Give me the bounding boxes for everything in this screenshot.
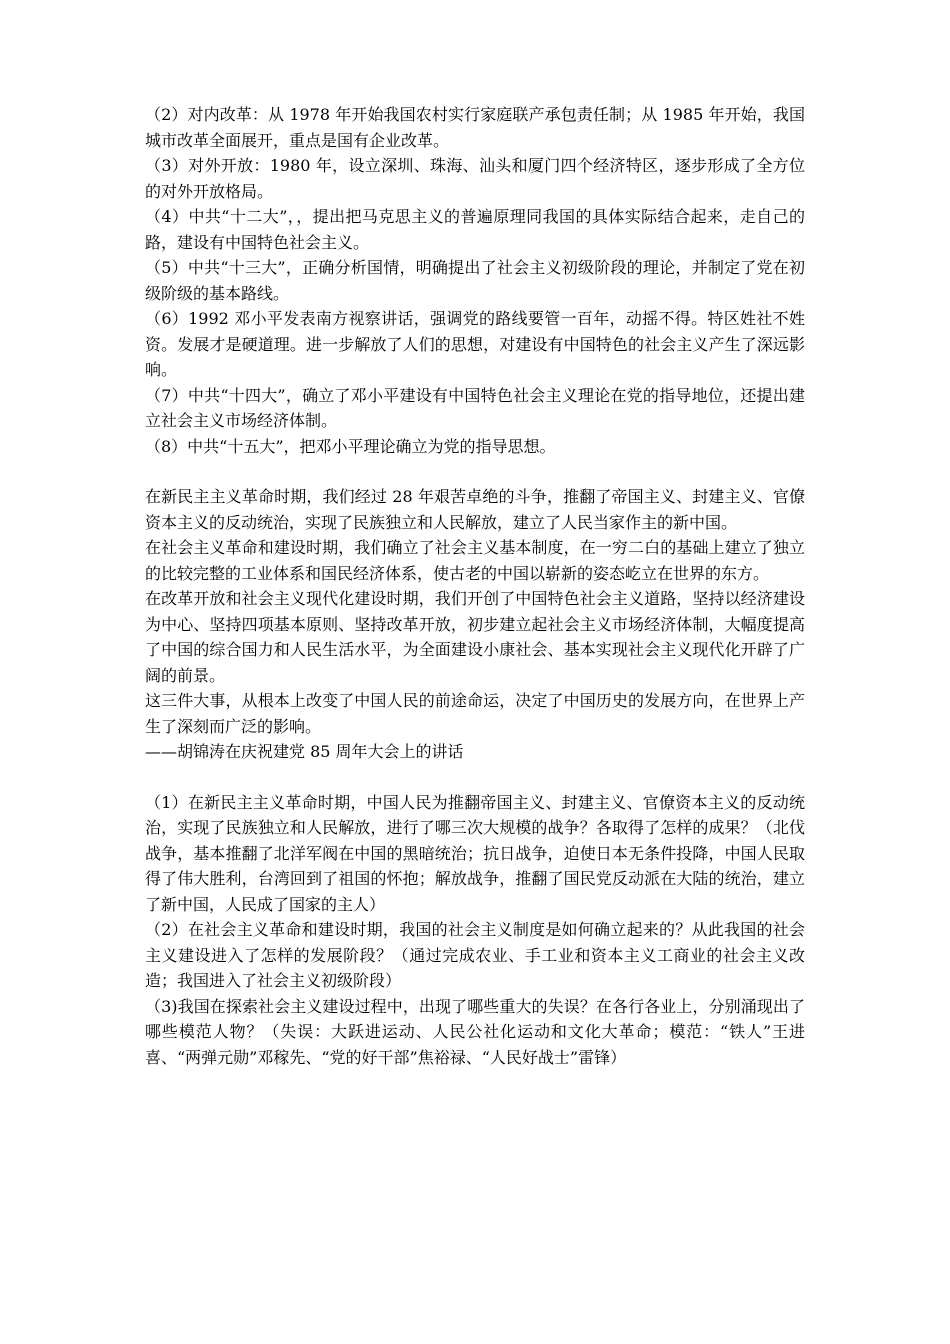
- question-2: （2）在社会主义革命和建设时期，我国的社会主义制度是如何确立起来的？从此我国的社会主义建设进入了怎样的发展阶段？（通过完成农业、手工业和资本主义工商业的社会主义改造；我国进入了社会主义初级阶段）: [145, 920, 805, 990]
- paragraph-internal-reform: （2）对内改革：从 1978 年开始我国农村实行家庭联产承包责任制；从 1985 年开始，我国城市改革全面展开，重点是国有企业改革。: [145, 105, 805, 150]
- section-spacer: [145, 765, 805, 790]
- paragraph-new-democratic-revolution: 在新民主主义革命时期，我们经过 28 年艰苦卓绝的斗争，推翻了帝国主义、封建主义、官僚资本主义的反动统治，实现了民族独立和人民解放，建立了人民当家作主的新中国。: [145, 487, 805, 532]
- paragraph-southern-tour: （6）1992 邓小平发表南方视察讲话，强调党的路线要管一百年，动摇不得。特区姓社不姓资。发展才是硬道理。进一步解放了人们的思想，对建设有中国特色的社会主义产生了深远影响。: [145, 309, 805, 379]
- paragraph-opening-up: （3）对外开放：1980 年，设立深圳、珠海、汕头和厦门四个经济特区，逐步形成了全方位的对外开放格局。: [145, 156, 805, 201]
- paragraph-socialist-construction: 在社会主义革命和建设时期，我们确立了社会主义基本制度，在一穷二白的基础上建立了独立的比较完整的工业体系和国民经济体系，使古老的中国以崭新的姿态屹立在世界的东方。: [145, 538, 805, 583]
- question-1: （1）在新民主主义革命时期，中国人民为推翻帝国主义、封建主义、官僚资本主义的反动统治，实现了民族独立和人民解放，进行了哪三次大规模的战争？各取得了怎样的成果？（北伐战争，基本推翻了北洋军阀在中国的黑暗统治；抗日战争，迫使日本无条件投降，中国人民取得了伟大胜利，台湾回到了祖国的怀抱；解放战争，推翻了国民党反动派在大陆的统治，建立了新中国，人民成了国家的主人）: [145, 792, 805, 914]
- paragraph-reform-modernization: 在改革开放和社会主义现代化建设时期，我们开创了中国特色社会主义道路，坚持以经济建设为中心、坚持四项基本原则、坚持改革开放，初步建立起社会主义市场经济体制，大幅度提高了中国的综合国力和人民生活水平，为全面建设小康社会、基本实现社会主义现代化开辟了广阔的前景。: [145, 589, 805, 685]
- quotation-source: ——胡锦涛在庆祝建党 85 周年大会上的讲话: [145, 742, 464, 761]
- question-3: （3)我国在探索社会主义建设过程中，出现了哪些重大的失误？在各行各业上，分别涌现出了哪些模范人物？（失误：大跃进运动、人民公社化运动和文化大革命；模范：“铁人”王进喜、“两弹元勋”邓稼先、“党的好干部”焦裕禄、“人民好战士”雷锋）: [145, 996, 805, 1067]
- paragraph-12th-congress: （4）中共“十二大”，，提出把马克思主义的普遍原理同我国的具体实际结合起来，走自己的路，建设有中国特色社会主义。: [145, 207, 805, 252]
- quotation-section: [145, 484, 805, 765]
- paragraph-15th-congress: （8）中共“十五大”，把邓小平理论确立为党的指导思想。: [145, 436, 556, 456]
- reform-opening-section: [145, 102, 805, 459]
- paragraph-14th-congress: （7）中共“十四大”，确立了邓小平建设有中国特色社会主义理论在党的指导地位，还提出建立社会主义市场经济体制。: [145, 385, 805, 430]
- paragraph-13th-congress: （5）中共“十三大”，正确分析国情，明确提出了社会主义初级阶段的理论，并制定了党在初级阶级的基本路线。: [145, 258, 805, 303]
- paragraph-three-major-events: 这三件大事，从根本上改变了中国人民的前途命运，决定了中国历史的发展方向，在世界上产生了深刻而广泛的影响。: [145, 691, 805, 736]
- section-spacer: [145, 459, 805, 484]
- questions-section: [145, 790, 805, 1071]
- document-page: [145, 102, 805, 1070]
